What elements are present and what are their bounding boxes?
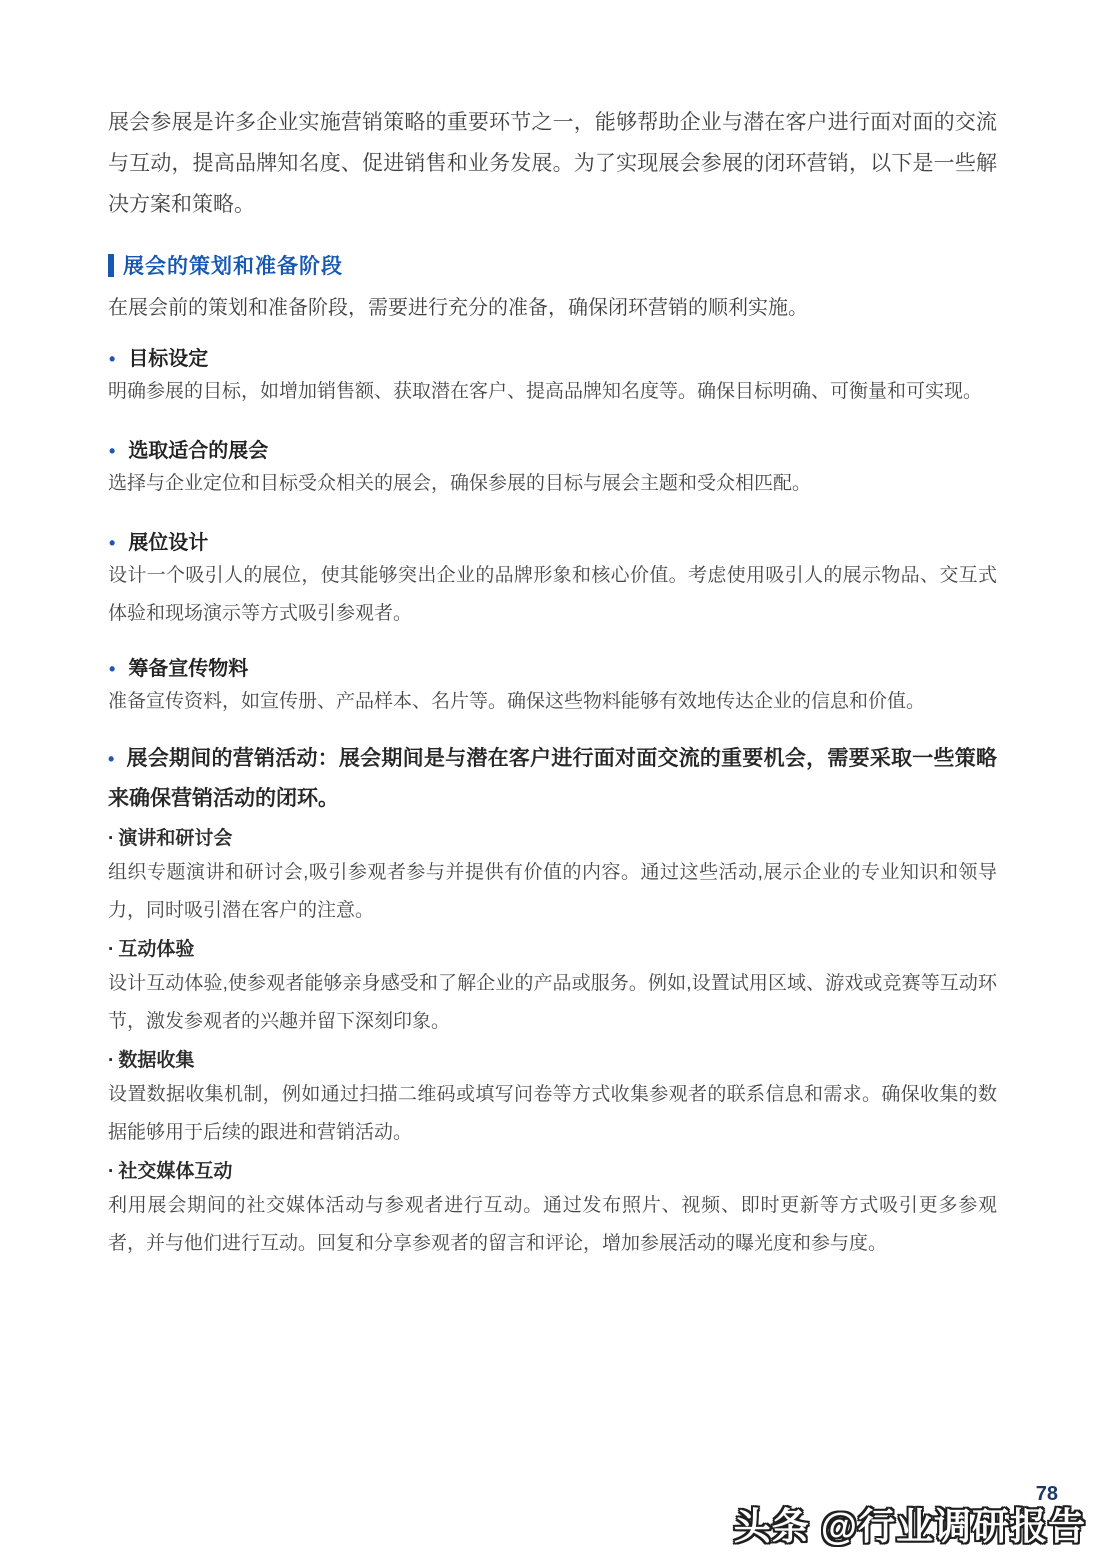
sub-bullet-title-text: 社交媒体互动 bbox=[118, 1161, 233, 1182]
bullet-title-text: 展位设计 bbox=[128, 532, 209, 554]
highlight-paragraph bbox=[108, 739, 997, 819]
bullet-group bbox=[108, 437, 997, 503]
bullet-group bbox=[108, 529, 997, 633]
bullet-dot-icon: • bbox=[109, 533, 116, 553]
bullet-body: 设计一个吸引人的展位，使其能够突出企业的品牌形象和核心价值。考虑使用吸引人的展示物品、交互式体验和现场演示等方式吸引参观者。 bbox=[108, 565, 997, 624]
sub-bullet-title-text: 互动体验 bbox=[118, 939, 195, 960]
section-heading bbox=[108, 251, 997, 279]
sub-bullet-body: 利用展会期间的社交媒体活动与参观者进行互动。通过发布照片、视频、即时更新等方式吸引更多参观者，并与他们进行互动。回复和分享参观者的留言和评论，增加参展活动的曝光度和参与度。 bbox=[108, 1195, 997, 1254]
section-lead: 在展会前的策划和准备阶段，需要进行充分的准备，确保闭环营销的顺利实施。 bbox=[108, 297, 808, 319]
sub-bullet-group bbox=[108, 1159, 997, 1263]
sub-bullet-group bbox=[108, 1048, 997, 1152]
bullet-dot-icon: • bbox=[109, 659, 116, 679]
bullet-group bbox=[108, 345, 997, 411]
bullet-title bbox=[108, 437, 997, 465]
highlight-title: 展会期间的营销活动： bbox=[126, 747, 339, 770]
sub-bullet-title-text: 数据收集 bbox=[118, 1050, 195, 1071]
page-content bbox=[108, 0, 997, 1263]
bullet-body: 明确参展的目标，如增加销售额、获取潜在客户、提高品牌知名度等。确保目标明确、可衡量和可实现。 bbox=[108, 381, 983, 402]
sub-bullet-body: 设计互动体验,使参观者能够亲身感受和了解企业的产品或服务。例如,设置试用区域、游戏或竞赛等互动环节，激发参观者的兴趣并留下深刻印象。 bbox=[108, 973, 997, 1032]
bullet-dot-icon: • bbox=[109, 441, 116, 461]
sub-bullet-dot-icon: · bbox=[108, 1161, 115, 1182]
sub-bullet-dot-icon: · bbox=[108, 1050, 115, 1071]
bullet-body: 选择与企业定位和目标受众相关的展会，确保参展的目标与展会主题和受众相匹配。 bbox=[108, 473, 812, 494]
sub-bullet-dot-icon: · bbox=[108, 939, 115, 960]
bullet-title bbox=[108, 655, 997, 683]
sub-bullet-title bbox=[108, 937, 997, 963]
watermark: 头条 @行业调研报告 bbox=[733, 1506, 1086, 1547]
bullet-body: 准备宣传资料，如宣传册、产品样本、名片等。确保这些物料能够有效地传达企业的信息和价值。 bbox=[108, 691, 926, 712]
sub-bullet-title-text: 演讲和研讨会 bbox=[118, 828, 233, 849]
sub-bullet-dot-icon: · bbox=[108, 828, 115, 849]
sub-bullet-body: 设置数据收集机制，例如通过扫描二维码或填写问卷等方式收集参观者的联系信息和需求。确保收集的数据能够用于后续的跟进和营销活动。 bbox=[108, 1084, 997, 1143]
page-number: 78 bbox=[1035, 1483, 1058, 1505]
sub-bullet-group bbox=[108, 826, 997, 930]
section-title: 展会的策划和准备阶段 bbox=[123, 255, 343, 278]
sub-bullet-group bbox=[108, 937, 997, 1041]
intro-paragraph: 展会参展是许多企业实施营销策略的重要环节之一，能够帮助企业与潜在客户进行面对面的交流与互动，提高品牌知名度、促进销售和业务发展。为了实现展会参展的闭环营销，以下是一些解决方案和策略。 bbox=[108, 111, 997, 216]
bullet-title bbox=[108, 345, 997, 373]
sub-bullet-title bbox=[108, 826, 997, 852]
bullet-dot-icon: • bbox=[109, 349, 116, 369]
highlight-body: 展会期间是与潜在客户进行面对面交流的重要机会，需要采取一些策略来确保营销活动的闭环。 bbox=[108, 747, 998, 810]
bullet-title-text: 筹备宣传物料 bbox=[128, 658, 249, 680]
heading-accent-bar bbox=[108, 254, 114, 277]
sub-bullet-title bbox=[108, 1159, 997, 1185]
bullet-title bbox=[108, 529, 997, 557]
bullet-group bbox=[108, 655, 997, 721]
bullet-dot-icon: • bbox=[108, 749, 115, 769]
bullet-title-text: 选取适合的展会 bbox=[128, 440, 269, 462]
sub-bullet-body: 组织专题演讲和研讨会,吸引参观者参与并提供有价值的内容。通过这些活动,展示企业的专业知识和领导力，同时吸引潜在客户的注意。 bbox=[108, 862, 997, 921]
sub-bullet-title bbox=[108, 1048, 997, 1074]
bullet-title-text: 目标设定 bbox=[128, 348, 209, 370]
